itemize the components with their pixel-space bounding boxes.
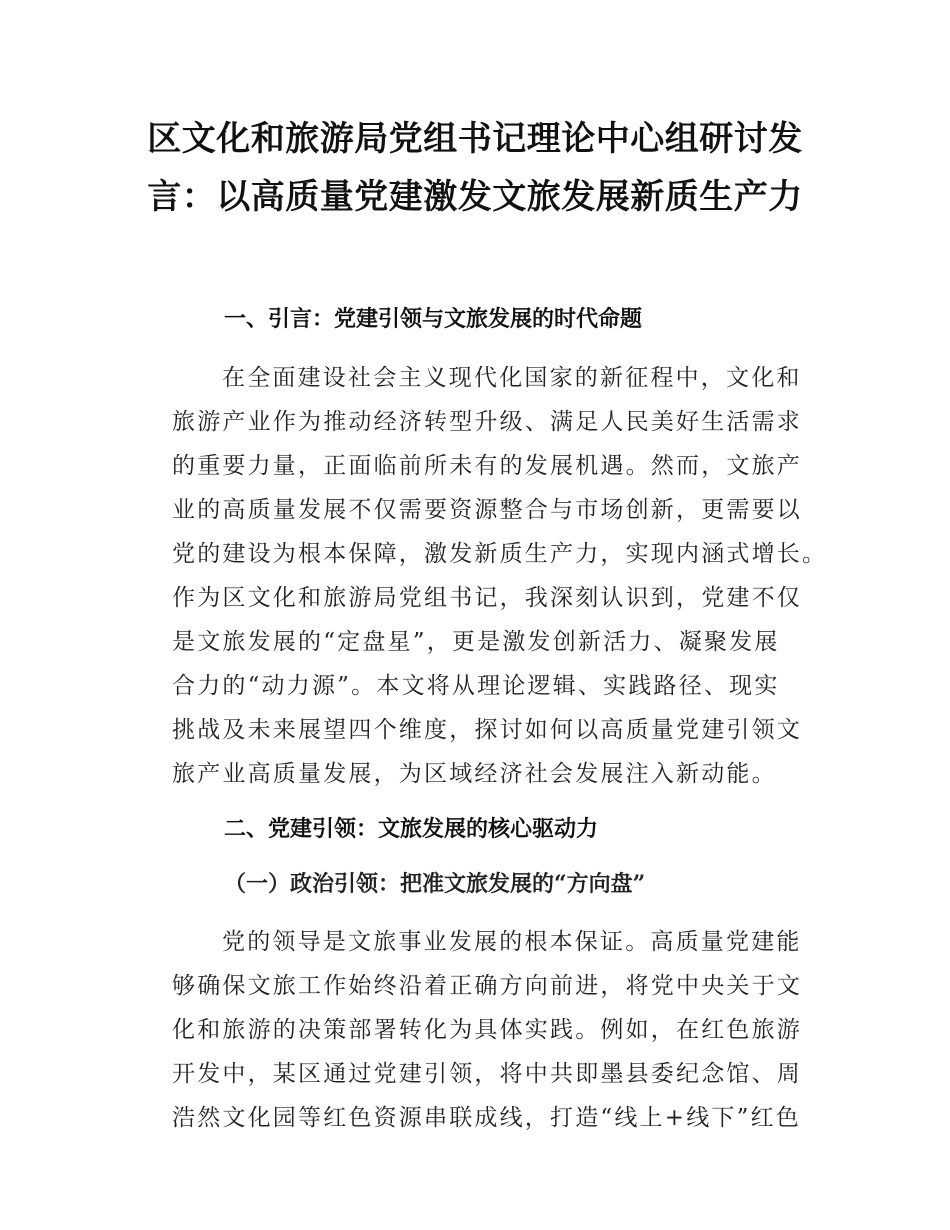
paragraph-line: 的重要力量，正面临前所未有的发展机遇。然而，文旅产 [172, 453, 802, 479]
paragraph-line: 党的领导是文旅事业发展的根本保证。高质量党建能 [222, 929, 802, 955]
paragraph-line: 合力的“动力源”。本文将从理论逻辑、实践路径、现实 [172, 673, 780, 699]
paragraph-line: 是文旅发展的“定盘星”，更是激发创新活力、凝聚发展 [172, 629, 780, 655]
paragraph-line: 开发中，某区通过党建引领，将中共即墨县委纪念馆、周 [172, 1061, 802, 1087]
section-2-subheading: （一）政治引领：把准文旅发展的“方向盘” [224, 871, 646, 897]
title-line-2: 言：以高质量党建激发文旅发展新质生产力 [147, 177, 803, 217]
paragraph-line: 旅产业高质量发展，为区域经济社会发展注入新动能。 [172, 761, 777, 787]
document-title [140, 110, 810, 226]
paragraph-line: 旅游产业作为推动经济转型升级、满足人民美好生活需求 [172, 409, 802, 435]
section-2-heading: 二、党建引领：文旅发展的核心驱动力 [224, 817, 599, 842]
title-line-1: 区文化和旅游局党组书记理论中心组研讨发 [147, 119, 803, 159]
section-1-heading: 一、引言：党建引领与文旅发展的时代命题 [224, 307, 643, 332]
section-2-paragraph [172, 920, 802, 1140]
paragraph-line: 作为区文化和旅游局党组书记，我深刻认识到，党建不仅 [172, 585, 802, 611]
paragraph-line: 浩然文化园等红色资源串联成线，打造“线上+线下”红色 [172, 1105, 801, 1131]
paragraph-line: 党的建设为根本保障，激发新质生产力，实现内涵式增长。 [172, 541, 828, 567]
section-1-paragraph [172, 356, 828, 796]
paragraph-line: 挑战及未来展望四个维度，探讨如何以高质量党建引领文 [172, 717, 802, 743]
paragraph-line: 业的高质量发展不仅需要资源整合与市场创新，更需要以 [172, 497, 802, 523]
paragraph-line: 化和旅游的决策部署转化为具体实践。例如，在红色旅游 [172, 1017, 802, 1043]
document-body [172, 300, 828, 1140]
paragraph-line: 在全面建设社会主义现代化国家的新征程中，文化和 [222, 365, 802, 391]
paragraph-line: 够确保文旅工作始终沿着正确方向前进，将党中央关于文 [172, 973, 802, 999]
